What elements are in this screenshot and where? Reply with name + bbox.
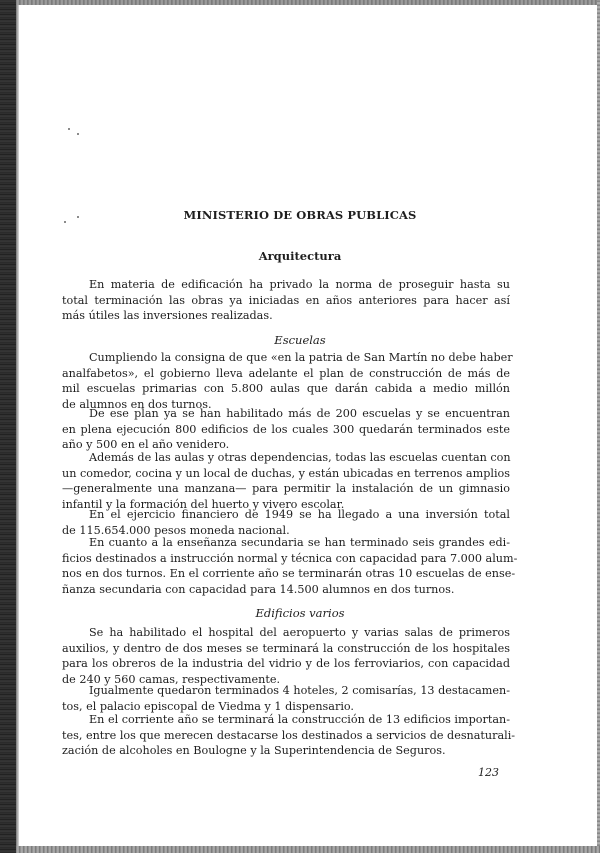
page-number: 123: [478, 766, 499, 779]
edificios-paragraph-3: [62, 712, 516, 759]
text-line: ficios destinados a instrucción normal y técnica con capacidad para 7.000 alum-: [62, 551, 518, 565]
scan-speck: [68, 128, 70, 130]
text-line: analfabetos», el gobierno lleva adelante el plan de construcción de más de: [62, 366, 510, 380]
page-heading: MINISTERIO DE OBRAS PUBLICAS: [183, 208, 417, 222]
text-line: Se ha habilitado el hospital del aeropuerto y varias salas de primeros: [89, 626, 510, 639]
escuelas-paragraph-1: [62, 350, 513, 413]
text-line: infantil y la formación del huerto y vivero escolar.: [62, 498, 345, 512]
scan-edge-top: [16, 0, 600, 5]
text-line: zación de alcoholes en Boulogne y la Superintendencia de Seguros.: [62, 744, 446, 758]
text-line: En el ejercicio financiero de 1949 se ha llegado a una inversión total: [89, 508, 510, 521]
text-line: —generalmente una manzana— para permitir la instalación de un gimnasio: [62, 482, 510, 496]
text-line: más útiles las inversiones realizadas.: [62, 309, 273, 323]
text-line: para los obreros de la industria del vidrio y de los ferroviarios, con capacidad: [62, 657, 510, 671]
escuelas-paragraph-4: [62, 507, 510, 538]
text-line: tos, el palacio episcopal de Viedma y 1 dispensario.: [62, 699, 354, 713]
text-line: En cuanto a la enseñanza secundaria se han terminado seis grandes edi-: [89, 536, 510, 549]
text-line: año y 500 en el año venidero.: [62, 438, 230, 452]
escuelas-paragraph-5: [62, 535, 518, 598]
text-line: de 115.654.000 pesos moneda nacional.: [62, 523, 290, 537]
text-line: auxilios, y dentro de dos meses se terminará la construcción de los hospitales: [62, 641, 510, 655]
escuelas-paragraph-3: [62, 450, 510, 513]
text-line: De ese plan ya se han habilitado más de 200 escuelas y se encuentran: [89, 407, 510, 420]
escuelas-paragraph-2: [62, 406, 510, 453]
text-line: total terminación las obras ya iniciadas en años anteriores para hacer así: [62, 293, 510, 307]
text-line: mil escuelas primarias con 5.800 aulas que darán cabida a medio millón: [62, 382, 510, 396]
section-heading: Arquitectura: [258, 249, 342, 263]
text-line: Igualmente quedaron terminados 4 hoteles, 2 comisarías, 13 destacamen-: [89, 684, 510, 697]
scan-speck: [77, 133, 79, 135]
subheading-escuelas: Escuelas: [274, 333, 326, 347]
intro-paragraph: [62, 277, 510, 324]
text-line: ñanza secundaria con capacidad para 14.500 alumnos en dos turnos.: [62, 583, 455, 597]
text-line: Cumpliendo la consigna de que «en la patria de San Martín no debe haber: [89, 351, 513, 364]
scan-edge-left: [0, 0, 16, 853]
text-line: tes, entre los que merecen destacarse los destinados a servicios de desnaturali-: [62, 728, 516, 742]
subheading-edificios: Edificios varios: [255, 606, 345, 620]
text-line: en plena ejecución 800 edificios de los cuales 300 quedarán terminados este: [62, 422, 510, 436]
text-line: nos en dos turnos. En el corriente año se terminarán otras 10 escuelas de ense-: [62, 567, 516, 581]
edificios-paragraph-1: [62, 625, 510, 688]
text-line: de alumnos en dos turnos.: [62, 398, 212, 412]
text-line: En el corriente año se terminará la construcción de 13 edificios importan-: [89, 713, 510, 726]
text-line: En materia de edificación ha privado la norma de proseguir hasta su: [89, 278, 510, 291]
scan-edge-bottom: [16, 846, 600, 853]
text-line: de 240 y 560 camas, respectivamente.: [62, 673, 281, 687]
edificios-paragraph-2: [62, 683, 510, 714]
text-line: Además de las aulas y otras dependencias, todas las escuelas cuentan con: [89, 451, 511, 464]
text-line: un comedor, cocina y un local de duchas, y están ubicadas en terrenos amplios: [62, 466, 510, 480]
